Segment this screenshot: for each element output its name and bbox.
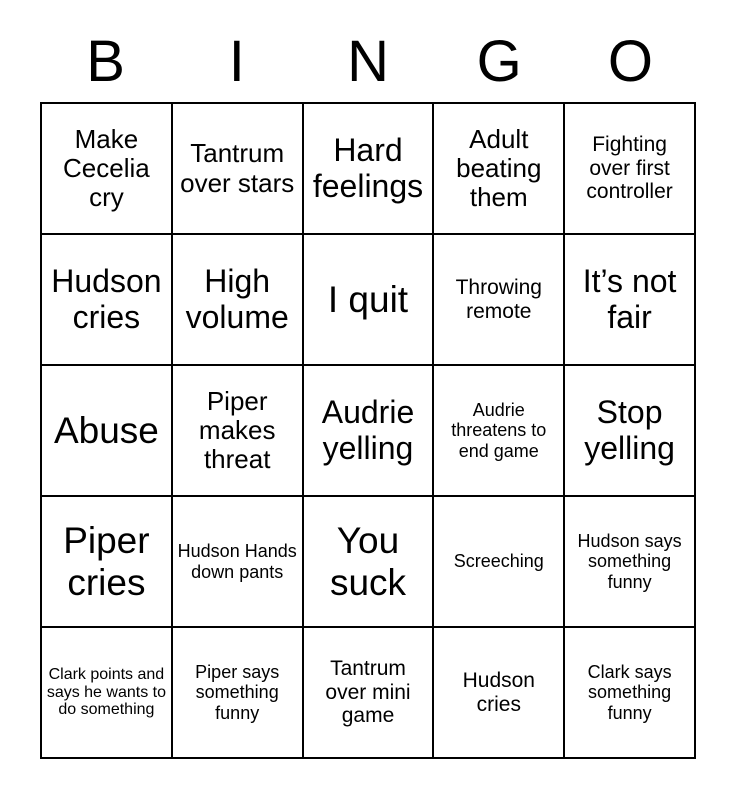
bingo-cell-text: Abuse	[53, 409, 159, 451]
bingo-cell[interactable]	[565, 366, 696, 497]
header-letter-o: O	[607, 29, 653, 94]
bingo-cell[interactable]	[434, 497, 565, 628]
bingo-cell[interactable]	[565, 235, 696, 366]
bingo-row	[42, 104, 696, 235]
bingo-cell-text: Hudson Hands down pants	[177, 541, 297, 582]
header-letter-g: G	[476, 29, 522, 94]
header-letter-i: I	[228, 29, 245, 94]
bingo-cell-text: Hudson says something funny	[577, 531, 682, 592]
bingo-cell[interactable]	[173, 628, 304, 759]
bingo-cell-text: High volume	[185, 262, 289, 335]
bingo-row	[42, 628, 696, 759]
bingo-cell-text: Fighting over first controller	[586, 133, 673, 204]
bingo-cell[interactable]	[434, 104, 565, 235]
bingo-cell-text: Piper cries	[63, 520, 150, 603]
bingo-cell-text: Throwing remote	[455, 275, 542, 323]
bingo-cell-text: Clark says something funny	[587, 662, 672, 723]
bingo-cell-text: You suck	[329, 520, 407, 603]
bingo-cell-text: Piper says something funny	[195, 662, 280, 723]
bingo-row	[42, 366, 696, 497]
bingo-cell[interactable]	[304, 235, 435, 366]
bingo-cell-text: Tantrum over mini game	[325, 657, 411, 728]
bingo-cell[interactable]	[42, 497, 173, 628]
bingo-row	[42, 235, 696, 366]
bingo-cell[interactable]	[304, 366, 435, 497]
bingo-cell-text: Hudson cries	[462, 668, 535, 716]
bingo-cell-text: Audrie yelling	[321, 393, 415, 466]
bingo-cell-text: Make Cecelia cry	[63, 123, 150, 213]
bingo-cell[interactable]	[42, 628, 173, 759]
bingo-cell[interactable]	[304, 628, 435, 759]
bingo-cell[interactable]	[565, 628, 696, 759]
bingo-cell[interactable]	[42, 104, 173, 235]
bingo-cell-text: Piper makes threat	[198, 385, 276, 475]
bingo-cell[interactable]	[565, 104, 696, 235]
bingo-cell[interactable]	[304, 497, 435, 628]
bingo-cell[interactable]	[434, 628, 565, 759]
bingo-cell-text: Hudson cries	[51, 262, 162, 335]
bingo-cell-text: It’s not fair	[582, 262, 677, 335]
bingo-grid	[40, 102, 696, 759]
bingo-cell-text: Screeching	[453, 551, 544, 572]
bingo-cell[interactable]	[173, 366, 304, 497]
bingo-cell[interactable]	[434, 235, 565, 366]
bingo-cell[interactable]	[434, 366, 565, 497]
bingo-cell[interactable]	[173, 235, 304, 366]
bingo-row	[42, 497, 696, 628]
bingo-cell-text: Tantrum over stars	[180, 138, 295, 198]
bingo-cell-text: Clark points and says he wants to do something	[46, 665, 166, 719]
bingo-cell-text: Audrie threatens to end game	[451, 400, 547, 461]
header-letter-n: N	[347, 29, 389, 94]
bingo-header	[40, 30, 696, 94]
bingo-cell[interactable]	[565, 497, 696, 628]
bingo-cell[interactable]	[304, 104, 435, 235]
bingo-cell-text: Stop yelling	[584, 393, 675, 466]
bingo-cell-text: Adult beating them	[456, 123, 542, 213]
bingo-cell[interactable]	[42, 366, 173, 497]
header-letter-b: B	[86, 29, 125, 94]
bingo-cell-text: I quit	[327, 278, 409, 320]
bingo-cell[interactable]	[42, 235, 173, 366]
bingo-cell-text: Hard feelings	[312, 131, 424, 204]
bingo-cell[interactable]	[173, 104, 304, 235]
bingo-cell[interactable]	[173, 497, 304, 628]
